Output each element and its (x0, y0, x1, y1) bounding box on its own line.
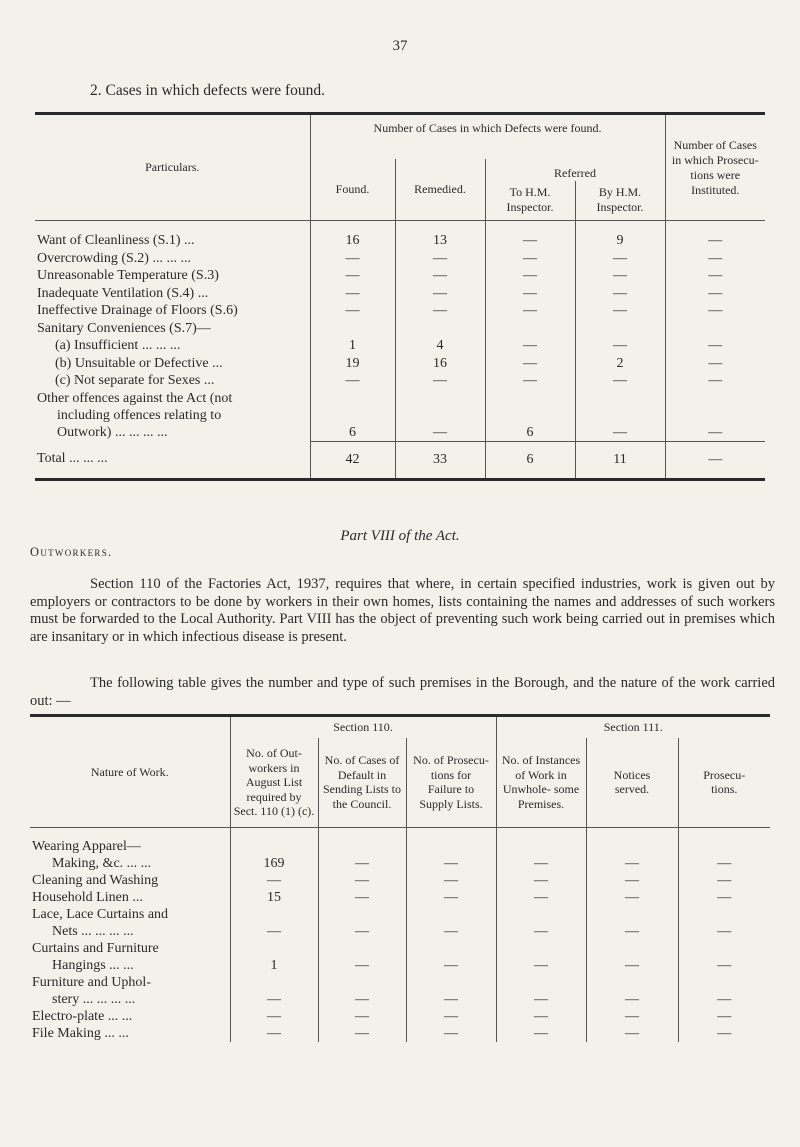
value-to-hm: — (485, 303, 575, 321)
row-label (35, 373, 310, 391)
row-label (35, 303, 310, 321)
value-prosecutions: — (665, 338, 765, 356)
leader-dots: ... ... (104, 1025, 129, 1041)
value-default: — (318, 940, 406, 974)
row-label-text: (c) Not separate for Sexes (55, 373, 201, 389)
leader-dots: ... (184, 233, 195, 249)
value-outworkers: — (230, 1008, 318, 1025)
row-label-text: Unreasonable Temperature (S.3) (37, 268, 219, 284)
value-prosecutions-failure: — (406, 1025, 496, 1042)
work-line-1: Household Linen (32, 889, 129, 905)
value-prosecutions-failure: — (406, 974, 496, 1008)
leader-dots: ... (203, 373, 215, 389)
value-by-hm: — (575, 373, 665, 391)
sanitary-heading: Sanitary Conveniences (S.7)— (37, 320, 211, 336)
work-line-1: Lace, Lace Curtains and (32, 906, 169, 922)
work-row (30, 889, 770, 906)
row-label (35, 285, 310, 303)
value-prosecutions-failure: — (406, 1008, 496, 1025)
value-prosecutions: — (665, 268, 765, 286)
work-line-1: File Making (32, 1025, 101, 1041)
col-outworkers: No. of Out- workers in August List required by Sect. 110 (1) (c). (230, 738, 318, 828)
value-found: — (310, 250, 395, 268)
col-remedied: Remedied. (395, 159, 485, 221)
value-notices: — (586, 906, 678, 940)
value-notices: — (586, 872, 678, 889)
leader-dots: ... ... ... ... (81, 923, 134, 939)
value-instances: — (496, 1008, 586, 1025)
value-remedied: 16 (395, 355, 485, 373)
work-row (30, 940, 770, 974)
value-prosecutions: — (678, 889, 770, 906)
value-remedied: — (395, 390, 485, 441)
value-to-hm: — (485, 373, 575, 391)
work-row (30, 838, 770, 872)
value-remedied: 13 (395, 233, 485, 251)
value-instances: — (496, 974, 586, 1008)
value-by-hm: — (575, 338, 665, 356)
value-prosecutions-failure: — (406, 872, 496, 889)
value-found: 1 (310, 338, 395, 356)
work-line-1: Cleaning and Washing (32, 872, 159, 888)
total-label (35, 441, 310, 479)
value-to-hm: — (485, 233, 575, 251)
work-line-2: stery (52, 991, 80, 1007)
value-notices: — (586, 940, 678, 974)
other-line-3: Outwork) (57, 425, 112, 440)
outworkers-heading: Outworkers. (30, 545, 113, 559)
value-prosecutions-failure: — (406, 940, 496, 974)
value-found: — (310, 373, 395, 391)
value-by-hm: — (575, 285, 665, 303)
section-heading: 2. Cases in which defects were found. (90, 82, 326, 99)
value-prosecutions: — (665, 303, 765, 321)
value-remedied: — (395, 250, 485, 268)
work-line-1: Curtains and Furniture (32, 940, 159, 956)
value-outworkers: 1 (230, 940, 318, 974)
leader-dots: ... ... ... (141, 338, 181, 354)
row-label-text: Ineffective Drainage of Floors (S.6) (37, 303, 238, 319)
section-110-header: Section 110. (230, 716, 496, 738)
page-number: 37 (392, 38, 408, 54)
total-found: 42 (310, 441, 395, 479)
value-to-hm: — (485, 355, 575, 373)
work-row (30, 1008, 770, 1025)
value-by-hm: — (575, 303, 665, 321)
total-row (35, 441, 765, 479)
value-remedied: — (395, 373, 485, 391)
value-outworkers: 15 (230, 889, 318, 906)
value-remedied: — (395, 285, 485, 303)
defect-row (35, 303, 765, 321)
defects-table-body (35, 233, 765, 480)
work-row (30, 906, 770, 940)
value-prosecutions-failure: — (406, 889, 496, 906)
work-label (30, 838, 230, 872)
value-outworkers: — (230, 872, 318, 889)
value-default: — (318, 974, 406, 1008)
value-prosecutions: — (665, 355, 765, 373)
other-line-2: including offences relating to (57, 408, 222, 423)
col-to-hm: To H.M. Inspector. (485, 181, 575, 221)
work-row (30, 1025, 770, 1042)
value-outworkers: 169 (230, 838, 318, 872)
total-prosecutions: — (665, 441, 765, 479)
paragraph-1: Section 110 of the Factories Act, 1937, requires that where, in certain specified industries, work is given out by employers or contractors to be done by workers in their own homes, lists containing the names and addresses of such workers must be forwarded to the Local Authority. Part VIII has the object of preventing such work being carried out in premises which are insanitary or in which infectious disease is present. (30, 576, 775, 645)
col-notices: Notices served. (586, 738, 678, 828)
value-prosecutions: — (678, 1025, 770, 1042)
value-prosecutions-failure: — (406, 906, 496, 940)
value-to-hm: — (485, 268, 575, 286)
row-label (35, 355, 310, 373)
total-to-hm: 6 (485, 441, 575, 479)
value-by-hm: 9 (575, 233, 665, 251)
other-line-1: Other offences against the Act (not (37, 391, 233, 406)
value-outworkers: — (230, 974, 318, 1008)
leader-dots: ... ... ... (152, 250, 191, 266)
value-found: — (310, 285, 395, 303)
value-prosecutions: — (678, 1008, 770, 1025)
defect-row (35, 373, 765, 391)
outwork-table (30, 714, 770, 1042)
outwork-table-body (30, 838, 770, 1042)
value-default: — (318, 1025, 406, 1042)
part-caption: Part VIII of the Act. (340, 528, 460, 544)
value-prosecutions: — (678, 940, 770, 974)
work-label (30, 974, 230, 1008)
value-remedied: 4 (395, 338, 485, 356)
defect-row (35, 338, 765, 356)
row-label (35, 338, 310, 356)
defect-row (35, 285, 765, 303)
row-label-text: (b) Unsuitable or Defective (55, 355, 209, 371)
value-to-hm: — (485, 285, 575, 303)
col-referred: Referred (485, 159, 665, 181)
defect-row (35, 355, 765, 373)
row-label-text: Overcrowding (S.2) (37, 250, 149, 266)
value-prosecutions: — (665, 233, 765, 251)
col-prosecutions-s111: Prosecu- tions. (678, 738, 770, 828)
value-instances: — (496, 906, 586, 940)
total-label-text: Total (37, 451, 66, 467)
value-instances: — (496, 838, 586, 872)
value-notices: — (586, 974, 678, 1008)
value-prosecutions: — (665, 285, 765, 303)
col-nature: Nature of Work. (30, 716, 230, 828)
other-offences-row (35, 390, 765, 441)
value-to-hm: — (485, 338, 575, 356)
value-instances: — (496, 940, 586, 974)
work-label (30, 1008, 230, 1025)
value-found: 19 (310, 355, 395, 373)
leader-dots: ... ... (126, 855, 152, 871)
work-row (30, 872, 770, 889)
value-default: — (318, 1008, 406, 1025)
value-instances: — (496, 872, 586, 889)
col-by-hm: By H.M. Inspector. (575, 181, 665, 221)
value-notices: — (586, 838, 678, 872)
leader-dots: ... (132, 889, 143, 905)
row-label-text: (a) Insufficient (55, 338, 139, 354)
value-prosecutions: — (678, 906, 770, 940)
col-particulars: Particulars. (35, 114, 310, 221)
value-outworkers: — (230, 1025, 318, 1042)
value-found: 16 (310, 233, 395, 251)
work-line-1: Furniture and Uphol- (32, 974, 151, 990)
work-line-2: Hangings (52, 957, 106, 973)
col-found: Found. (310, 159, 395, 221)
value-default: — (318, 906, 406, 940)
work-label (30, 872, 230, 889)
value-prosecutions: — (665, 390, 765, 441)
leader-dots: ... ... ... ... (82, 991, 136, 1007)
total-remedied: 33 (395, 441, 485, 479)
leader-dots: ... ... (109, 957, 134, 973)
leader-dots: ... (197, 285, 209, 301)
col-prosecutions-failure: No. of Prosecu- tions for Failure to Supply Lists. (406, 738, 496, 828)
defect-row (35, 233, 765, 251)
leader-dots: ... (212, 355, 223, 371)
leader-dots: ... ... ... ... (114, 425, 168, 440)
leader-dots: ... ... (107, 1008, 133, 1024)
value-outworkers: — (230, 906, 318, 940)
col-default: No. of Cases of Default in Sending Lists to the Council. (318, 738, 406, 828)
value-prosecutions: — (678, 838, 770, 872)
value-by-hm: — (575, 250, 665, 268)
value-to-hm: — (485, 250, 575, 268)
work-label (30, 1025, 230, 1042)
value-default: — (318, 889, 406, 906)
row-label-text: Want of Cleanliness (S.1) (37, 233, 181, 249)
value-notices: — (586, 1008, 678, 1025)
value-to-hm: 6 (485, 390, 575, 441)
work-label (30, 906, 230, 940)
value-prosecutions: — (665, 373, 765, 391)
value-default: — (318, 872, 406, 889)
work-line-2: Nets (52, 923, 78, 939)
value-found: — (310, 303, 395, 321)
row-label (35, 268, 310, 286)
work-line-2: Making, &c. (52, 855, 124, 871)
value-prosecutions: — (678, 974, 770, 1008)
value-found: 6 (310, 390, 395, 441)
work-label (30, 940, 230, 974)
leader-dots: ... ... ... (69, 451, 108, 467)
section-111-header: Section 111. (496, 716, 770, 738)
other-offences-label (35, 390, 310, 441)
value-by-hm: — (575, 390, 665, 441)
value-instances: — (496, 1025, 586, 1042)
value-found: — (310, 268, 395, 286)
work-label (30, 889, 230, 906)
value-notices: — (586, 1025, 678, 1042)
total-by-hm: 11 (575, 441, 665, 479)
work-row (30, 974, 770, 1008)
work-line-1: Electro-plate (32, 1008, 105, 1024)
value-prosecutions: — (665, 250, 765, 268)
row-label (35, 250, 310, 268)
value-default: — (318, 838, 406, 872)
value-prosecutions-failure: — (406, 838, 496, 872)
col-group-defects: Number of Cases in which Defects were found. (310, 114, 665, 159)
col-instances: No. of Instances of Work in Unwhole- some Premises. (496, 738, 586, 828)
value-prosecutions: — (678, 872, 770, 889)
value-remedied: — (395, 303, 485, 321)
row-label (35, 233, 310, 251)
value-by-hm: 2 (575, 355, 665, 373)
value-instances: — (496, 889, 586, 906)
col-prosecutions: Number of Cases in which Prosecu- tions were Instituted. (665, 114, 765, 221)
defects-table (35, 112, 765, 481)
value-by-hm: — (575, 268, 665, 286)
row-label-text: Inadequate Ventilation (S.4) (37, 285, 195, 301)
defect-row (35, 268, 765, 286)
work-line-1: Wearing Apparel— (32, 838, 141, 854)
paragraph-2: The following table gives the number and type of such premises in the Borough, and the nature of the work carried out: — (30, 675, 775, 709)
defect-row (35, 250, 765, 268)
value-remedied: — (395, 268, 485, 286)
value-notices: — (586, 889, 678, 906)
